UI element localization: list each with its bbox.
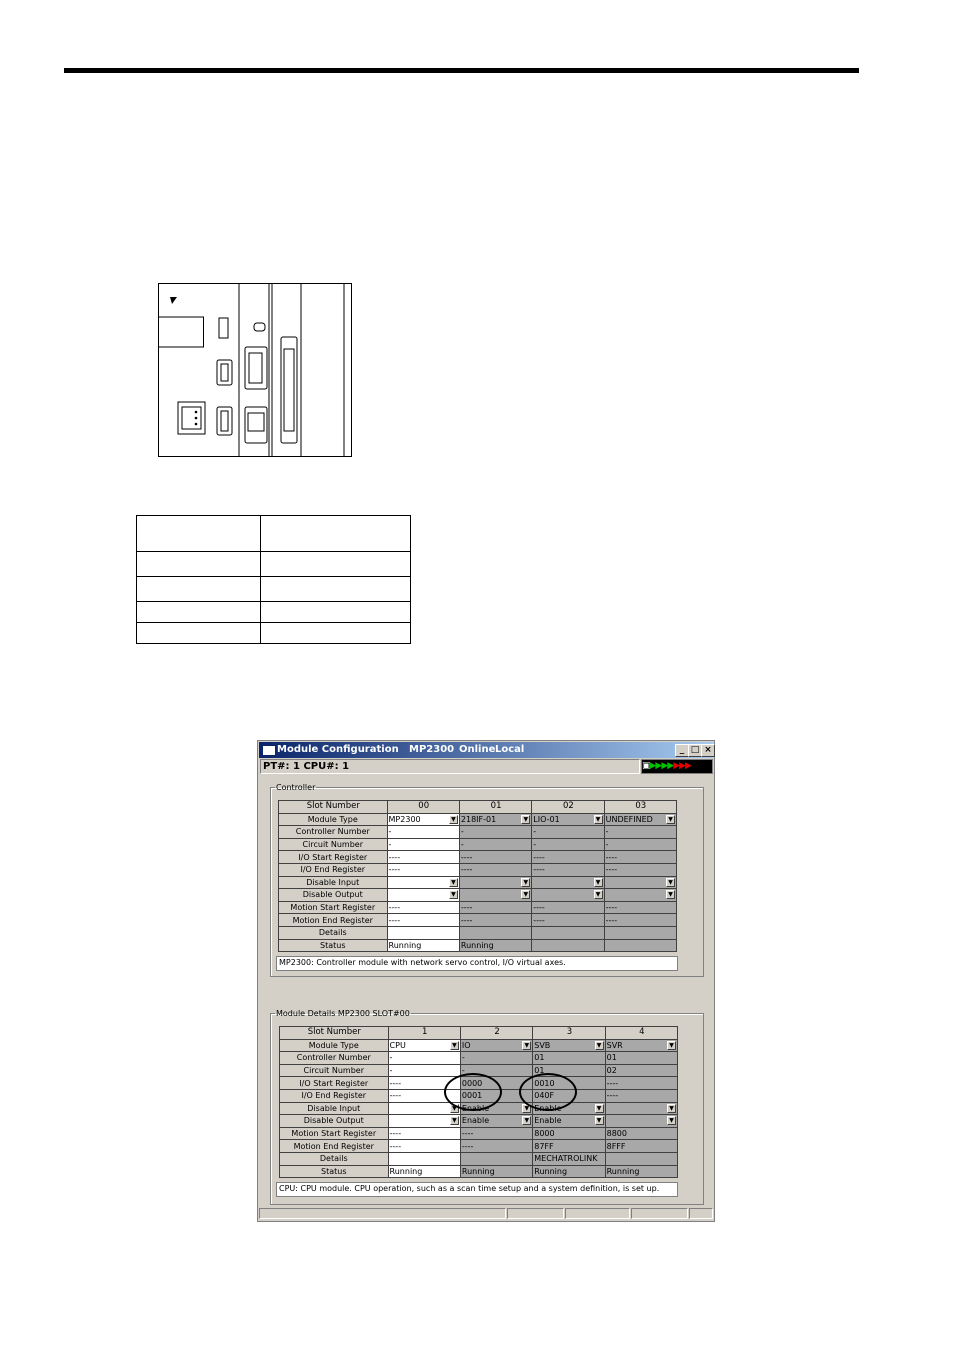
cell-value: -	[389, 1066, 393, 1076]
cell-value: -	[605, 827, 609, 837]
slot-column-header[interactable]: 2	[460, 1027, 532, 1040]
cell-value: -	[389, 1053, 393, 1063]
grid-row	[279, 813, 677, 826]
grid-cell[interactable]	[604, 926, 676, 939]
annotation-circle-svb	[519, 1073, 577, 1111]
slot-column-header[interactable]: 01	[459, 801, 531, 814]
cell-value: ----	[605, 903, 618, 913]
status-pane	[631, 1208, 688, 1219]
grid-cell[interactable]	[604, 901, 676, 914]
cell-value: -	[388, 840, 392, 850]
cell-value: ----	[460, 915, 473, 925]
slot-column-header[interactable]: 02	[532, 801, 604, 814]
cell-value: ----	[388, 915, 401, 925]
cell-value: SVB	[534, 1040, 551, 1050]
cell-value: ----	[533, 865, 545, 875]
cell-value: ----	[388, 903, 401, 913]
grid-cell[interactable]	[460, 1039, 532, 1052]
grid-cell[interactable]	[605, 1039, 677, 1052]
status-pane	[259, 1208, 506, 1219]
status-pane	[565, 1208, 630, 1219]
cell-value: Running	[460, 940, 494, 950]
cell-value: -	[461, 1053, 465, 1063]
dropdown-arrow-icon[interactable]: ▼	[450, 1116, 459, 1125]
window-mode: Online	[459, 744, 496, 755]
cell-value: -	[533, 827, 537, 837]
dropdown-arrow-icon[interactable]: ▼	[595, 1116, 604, 1125]
minimize-button[interactable]: _	[675, 744, 689, 757]
grid-cell[interactable]	[387, 826, 459, 839]
window-icon	[262, 745, 276, 756]
grid-cell[interactable]	[388, 1039, 460, 1052]
grid-row	[279, 926, 677, 939]
grid-cell[interactable]	[388, 1052, 460, 1065]
cell-value: LIO-01	[533, 814, 560, 824]
grid-cell[interactable]	[532, 826, 604, 839]
module-configuration-window	[257, 740, 715, 1222]
cell-value: ----	[533, 915, 545, 925]
grid-cell[interactable]	[460, 1140, 532, 1153]
grid-cell[interactable]	[605, 1140, 677, 1153]
row-label: Controller Number	[280, 1052, 389, 1065]
grid-cell[interactable]	[459, 876, 531, 889]
grid-cell[interactable]	[388, 1140, 460, 1153]
grid-cell[interactable]	[387, 838, 459, 851]
window-connection: Local	[495, 744, 525, 755]
close-button[interactable]: ×	[701, 744, 715, 757]
row-label: I/O End Register	[279, 863, 388, 876]
dropdown-arrow-icon[interactable]: ▼	[666, 878, 675, 887]
grid-cell[interactable]	[532, 914, 604, 927]
grid-row	[279, 838, 677, 851]
cell-value: 0001	[461, 1091, 483, 1101]
grid-cell[interactable]	[533, 1127, 605, 1140]
grid-cell[interactable]	[387, 863, 459, 876]
dropdown-arrow-icon[interactable]: ▼	[666, 815, 675, 824]
grid-row	[280, 1152, 678, 1165]
cell-value: 87FF	[534, 1141, 554, 1151]
grid-cell[interactable]	[605, 1052, 677, 1065]
dropdown-arrow-icon[interactable]: ▼	[522, 1104, 531, 1113]
doc-table	[136, 515, 411, 644]
grid-cell[interactable]	[459, 939, 531, 952]
grid-cell[interactable]	[387, 926, 459, 939]
grid-cell[interactable]	[387, 889, 459, 902]
dropdown-arrow-icon[interactable]: ▼	[594, 878, 603, 887]
cell-value: UNDEFINED	[605, 814, 653, 824]
cell-value: ----	[605, 865, 618, 875]
cell-value: -	[460, 840, 464, 850]
cell-value: -	[388, 827, 392, 837]
grid-cell[interactable]	[532, 939, 604, 952]
window-title: Module Configuration	[277, 744, 399, 755]
grid-cell[interactable]	[387, 901, 459, 914]
cell-value: ----	[388, 852, 401, 862]
status-bar	[259, 1208, 713, 1220]
cell-value: ----	[460, 865, 473, 875]
grid-row	[280, 1140, 678, 1153]
cell-value: 01	[534, 1066, 545, 1076]
cell-value: Enable	[534, 1103, 562, 1113]
grid-cell[interactable]	[605, 1115, 677, 1128]
grid-cell[interactable]	[460, 1052, 532, 1065]
cell-value: ----	[460, 852, 473, 862]
cell-value: 8800	[606, 1129, 627, 1139]
cell-value: 0000	[461, 1078, 483, 1088]
dropdown-arrow-icon[interactable]: ▼	[521, 878, 530, 887]
grid-row	[280, 1165, 678, 1178]
cell-value: ----	[461, 1141, 474, 1151]
controller-legend: Controller	[276, 783, 316, 792]
cell-value: ----	[389, 1129, 402, 1139]
dropdown-arrow-icon[interactable]: ▼	[522, 1116, 531, 1125]
grid-cell[interactable]	[459, 813, 531, 826]
grid-cell[interactable]	[459, 926, 531, 939]
cell-value: -	[461, 1066, 465, 1076]
status-pane	[689, 1208, 713, 1219]
status-pane	[507, 1208, 564, 1219]
grid-cell[interactable]	[532, 838, 604, 851]
grid-cell[interactable]	[532, 813, 604, 826]
grid-cell[interactable]	[532, 926, 604, 939]
slot-column-header[interactable]: 03	[604, 801, 676, 814]
grid-cell[interactable]	[605, 1102, 677, 1115]
grid-cell[interactable]	[387, 939, 459, 952]
dropdown-arrow-icon[interactable]: ▼	[667, 1041, 676, 1050]
grid-cell[interactable]	[387, 876, 459, 889]
grid-cell[interactable]	[533, 1165, 605, 1178]
dropdown-arrow-icon[interactable]: ▼	[595, 1104, 604, 1113]
row-label: Disable Input	[279, 876, 388, 889]
cell-value: -	[533, 840, 537, 850]
cell-value: ----	[388, 865, 401, 875]
row-label: Disable Output	[280, 1115, 389, 1128]
grid-cell[interactable]	[604, 889, 676, 902]
dropdown-arrow-icon[interactable]: ▼	[449, 815, 458, 824]
cell-value: CPU	[389, 1040, 406, 1050]
grid-cell[interactable]	[605, 1064, 677, 1077]
grid-cell[interactable]	[460, 1152, 532, 1165]
red-arrow-icon: ▶▶▶	[673, 761, 691, 771]
grid-cell[interactable]	[459, 889, 531, 902]
cell-value: Running	[606, 1166, 640, 1176]
cell-value: Running	[388, 940, 422, 950]
dropdown-arrow-icon[interactable]: ▼	[450, 1041, 459, 1050]
grid-row	[279, 876, 677, 889]
grid-cell[interactable]	[387, 813, 459, 826]
row-label: Disable Output	[279, 889, 388, 902]
grid-cell[interactable]	[604, 826, 676, 839]
slot-column-header[interactable]: 3	[533, 1027, 605, 1040]
grid-row	[279, 901, 677, 914]
dropdown-arrow-icon[interactable]: ▼	[667, 1116, 676, 1125]
row-label: Circuit Number	[279, 838, 388, 851]
row-label: Motion Start Register	[280, 1127, 389, 1140]
cell-value: -	[605, 840, 609, 850]
row-label: Module Type	[280, 1039, 389, 1052]
grid-cell[interactable]	[605, 1077, 677, 1090]
row-label: Controller Number	[279, 826, 388, 839]
dropdown-arrow-icon[interactable]: ▼	[667, 1104, 676, 1113]
cell-value: 218IF-01	[460, 814, 497, 824]
grid-row	[279, 851, 677, 864]
cell-value: ----	[533, 903, 545, 913]
cell-value: MP2300	[388, 814, 421, 824]
slot-number-header: Slot Number	[279, 801, 388, 814]
slot-column-header[interactable]: 4	[605, 1027, 677, 1040]
grid-row	[280, 1052, 678, 1065]
cell-value: 0010	[534, 1078, 555, 1088]
grid-cell[interactable]	[388, 1152, 460, 1165]
green-arrow-icon: ▶▶▶▶	[649, 761, 674, 771]
cell-value: 02	[606, 1066, 617, 1076]
cell-value: ----	[460, 903, 473, 913]
cell-value: 040F	[534, 1091, 555, 1101]
grid-row	[279, 863, 677, 876]
cell-value: Enable	[534, 1116, 562, 1126]
grid-row	[280, 1039, 678, 1052]
grid-cell[interactable]	[533, 1152, 605, 1165]
cell-value: 8FFF	[606, 1141, 626, 1151]
grid-cell[interactable]	[605, 1152, 677, 1165]
grid-cell[interactable]	[388, 1064, 460, 1077]
grid-row	[280, 1115, 678, 1128]
title-bar[interactable]	[259, 742, 713, 758]
row-label: Module Type	[279, 813, 388, 826]
maximize-button[interactable]: □	[688, 744, 702, 757]
grid-row	[280, 1127, 678, 1140]
communication-status-indicator	[641, 759, 713, 774]
cell-value: MECHATROLINK	[534, 1154, 598, 1164]
grid-cell[interactable]	[388, 1127, 460, 1140]
row-label: Circuit Number	[280, 1064, 389, 1077]
grid-cell[interactable]	[604, 851, 676, 864]
grid-cell[interactable]	[532, 901, 604, 914]
grid-cell[interactable]	[604, 813, 676, 826]
grid-cell[interactable]	[387, 914, 459, 927]
grid-row	[279, 914, 677, 927]
grid-cell[interactable]	[604, 863, 676, 876]
dropdown-arrow-icon[interactable]: ▼	[522, 1041, 531, 1050]
cell-value: ----	[605, 915, 618, 925]
row-label: I/O Start Register	[280, 1077, 389, 1090]
cell-value: -	[460, 827, 464, 837]
grid-cell[interactable]	[459, 863, 531, 876]
grid-cell[interactable]	[604, 876, 676, 889]
page-top-rule	[64, 68, 859, 73]
dropdown-arrow-icon[interactable]: ▼	[594, 815, 603, 824]
cell-value: 8000	[534, 1129, 555, 1139]
grid-cell[interactable]	[532, 851, 604, 864]
row-label: Motion Start Register	[279, 901, 388, 914]
grid-cell[interactable]	[532, 876, 604, 889]
grid-row	[279, 826, 677, 839]
dropdown-arrow-icon[interactable]: ▼	[450, 1104, 459, 1113]
grid-cell[interactable]	[533, 1115, 605, 1128]
controller-grid	[278, 800, 677, 952]
cell-value: 01	[534, 1053, 545, 1063]
cell-value: Enable	[461, 1103, 490, 1113]
grid-cell[interactable]	[604, 939, 676, 952]
cell-value: Enable	[461, 1116, 490, 1126]
grid-cell[interactable]	[532, 889, 604, 902]
annotation-circle-io	[444, 1073, 502, 1111]
dropdown-arrow-icon[interactable]: ▼	[521, 815, 530, 824]
grid-cell[interactable]	[460, 1127, 532, 1140]
cell-value: ----	[461, 1129, 474, 1139]
grid-cell[interactable]	[459, 914, 531, 927]
row-label: Details	[280, 1152, 389, 1165]
grid-cell[interactable]	[533, 1039, 605, 1052]
cell-value: SVR	[606, 1040, 623, 1050]
slot-column-header[interactable]: 1	[388, 1027, 460, 1040]
grid-cell[interactable]	[533, 1052, 605, 1065]
grid-row	[279, 939, 677, 952]
cell-value: Running	[389, 1166, 423, 1176]
cell-value: ----	[389, 1091, 402, 1101]
cell-value: Running	[534, 1166, 568, 1176]
grid-cell[interactable]	[605, 1127, 677, 1140]
path-bar: PT#: 1 CPU#: 1	[260, 759, 640, 774]
grid-cell[interactable]	[459, 851, 531, 864]
cell-value: IO	[461, 1040, 471, 1050]
module-details-description: CPU: CPU module. CPU operation, such as a scan time setup and a system definition, is set up.	[276, 1182, 678, 1197]
cell-value: 01	[606, 1053, 617, 1063]
grid-cell[interactable]	[387, 851, 459, 864]
grid-cell[interactable]	[388, 1165, 460, 1178]
grid-row	[279, 889, 677, 902]
row-label: Disable Input	[280, 1102, 389, 1115]
grid-header-row	[280, 1027, 678, 1040]
dropdown-arrow-icon[interactable]: ▼	[594, 890, 603, 899]
controller-description: MP2300: Controller module with network servo control, I/O virtual axes.	[276, 956, 678, 971]
dropdown-arrow-icon[interactable]: ▼	[521, 890, 530, 899]
slot-number-header: Slot Number	[280, 1027, 389, 1040]
grid-cell[interactable]	[459, 838, 531, 851]
grid-cell[interactable]	[460, 1165, 532, 1178]
cell-value: ----	[389, 1141, 402, 1151]
dropdown-arrow-icon[interactable]: ▼	[666, 890, 675, 899]
cell-value: ----	[606, 1091, 619, 1101]
module-details-legend: Module Details MP2300 SLOT#00	[276, 1009, 410, 1018]
window-model: MP2300	[409, 744, 455, 755]
dropdown-arrow-icon[interactable]: ▼	[449, 878, 458, 887]
grid-header-row	[279, 801, 677, 814]
pc-icon: ▣	[642, 761, 650, 771]
cell-value: ----	[605, 852, 618, 862]
dropdown-arrow-icon[interactable]: ▼	[449, 890, 458, 899]
grid-cell[interactable]	[459, 826, 531, 839]
grid-cell[interactable]	[533, 1140, 605, 1153]
row-label: Motion End Register	[280, 1140, 389, 1153]
row-label: Status	[280, 1165, 389, 1178]
cell-value: ----	[606, 1078, 619, 1088]
slot-column-header[interactable]: 00	[387, 801, 459, 814]
grid-cell[interactable]	[460, 1115, 532, 1128]
row-label: I/O End Register	[280, 1089, 389, 1102]
grid-cell[interactable]	[604, 838, 676, 851]
row-label: Details	[279, 926, 388, 939]
cell-value: ----	[533, 852, 545, 862]
grid-cell[interactable]	[459, 901, 531, 914]
grid-cell[interactable]	[604, 914, 676, 927]
cell-value: ----	[389, 1078, 402, 1088]
grid-cell[interactable]	[605, 1089, 677, 1102]
cell-value: Running	[461, 1166, 495, 1176]
grid-cell[interactable]	[605, 1165, 677, 1178]
dropdown-arrow-icon[interactable]: ▼	[595, 1041, 604, 1050]
grid-cell[interactable]	[532, 863, 604, 876]
row-label: I/O Start Register	[279, 851, 388, 864]
row-label: Status	[279, 939, 388, 952]
row-label: Motion End Register	[279, 914, 388, 927]
grid-cell[interactable]	[388, 1115, 460, 1128]
mp2300-device-diagram	[158, 283, 352, 458]
